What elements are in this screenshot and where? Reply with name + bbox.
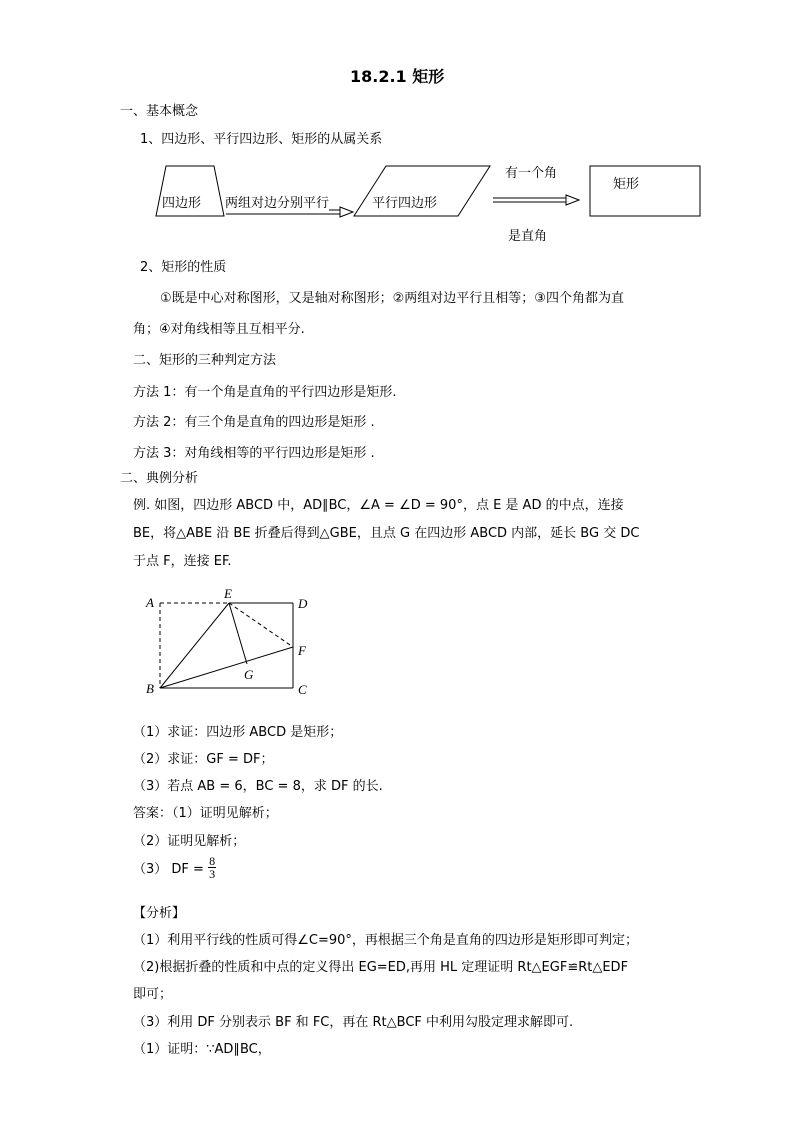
properties-line-1: ①既是中心对称图形，又是轴对称图形；②两组对边平行且相等；③四个角都为直 xyxy=(160,291,624,306)
point-label-C: C xyxy=(298,682,307,697)
analysis-3: （3）利用 DF 分别表示 BF 和 FC，再在 Rt△BCF 中利用勾股定理求解即可. xyxy=(133,1015,574,1030)
analysis-2: （2)根据折叠的性质和中点的定义得出 EG=ED,再用 HL 定理证明 Rt△EGF≌Rt△EDF xyxy=(133,960,629,975)
point-label-E: E xyxy=(224,586,232,601)
point-label-D: D xyxy=(298,596,308,611)
example-line-2: BE，将△ABE 沿 BE 折叠后得到△GBE，且点 G 在四边形 ABCD 内部，延长 BG 交 DC xyxy=(133,526,640,541)
page-title: 18.2.1 矩形 xyxy=(350,67,445,86)
label-parallelogram: 平行四边形 xyxy=(372,196,438,211)
question-3: （3）若点 AB = 6，BC = 8，求 DF 的长. xyxy=(133,779,383,794)
segment-BF xyxy=(160,647,293,688)
point-label-B: B xyxy=(146,681,154,696)
example-line-1: 例. 如图，四边形 ABCD 中，AD∥BC，∠A = ∠D = 90°，点 E 是 AD 的中点，连接 xyxy=(133,498,624,513)
properties-line-2: 角；④对角线相等且互相平分. xyxy=(133,322,305,337)
segment-BE xyxy=(160,603,229,688)
analysis-heading: 【分析】 xyxy=(133,906,186,921)
segment-EF xyxy=(229,603,293,647)
arrow-1-head xyxy=(340,207,353,217)
section-heading-basic-concepts: 一、基本概念 xyxy=(120,104,199,119)
point-label-F: F xyxy=(298,643,306,658)
label-rectangle: 矩形 xyxy=(613,177,640,192)
label-quadrilateral: 四边形 xyxy=(162,196,202,211)
analysis-2-continued: 即可； xyxy=(133,987,173,1002)
arrow-2-head xyxy=(566,195,579,205)
answer-2: （2）证明见解析； xyxy=(133,834,246,849)
question-2: （2）求证：GF = DF； xyxy=(133,752,274,767)
section-heading-example: 二、典例分析 xyxy=(120,471,199,486)
rectangle-shape xyxy=(590,166,700,216)
subheading-relationship: 1、四边形、平行四边形、矩形的从属关系 xyxy=(140,132,383,147)
point-label-G: G xyxy=(244,667,254,682)
example-line-3: 于点 F，连接 EF. xyxy=(133,554,232,569)
label-arrow2-bottom: 是直角 xyxy=(508,229,548,244)
method-3: 方法 3：对角线相等的平行四边形是矩形 . xyxy=(133,446,375,461)
fraction-denominator: 3 xyxy=(209,867,216,881)
fraction-numerator: 8 xyxy=(209,854,216,868)
subheading-properties: 2、矩形的性质 xyxy=(140,260,227,275)
section-heading-methods: 二、矩形的三种判定方法 xyxy=(133,353,277,368)
label-arrow2-top: 有一个角 xyxy=(505,166,558,181)
question-1: （1）求证：四边形 ABCD 是矩形； xyxy=(133,725,343,740)
analysis-1: （1）利用平行线的性质可得∠C=90°，再根据三个角是直角的四边形是矩形即可判定； xyxy=(133,933,638,948)
answer-1: 答案：（1）证明见解析； xyxy=(133,806,278,821)
label-arrow1: 两组对边分别平行 xyxy=(225,192,329,211)
method-2: 方法 2：有三个角是直角的四边形是矩形 . xyxy=(133,415,375,430)
answer-3-prefix: （3） DF = xyxy=(133,862,204,877)
method-1: 方法 1：有一个角是直角的平行四边形是矩形. xyxy=(133,385,397,400)
answer-3-fraction xyxy=(208,855,216,880)
geometry-figure xyxy=(140,585,330,705)
segment-EG xyxy=(229,603,247,664)
point-label-A: A xyxy=(146,595,154,610)
answer-3 xyxy=(133,855,216,880)
proof-start: （1）证明：∵AD∥BC， xyxy=(133,1042,271,1057)
